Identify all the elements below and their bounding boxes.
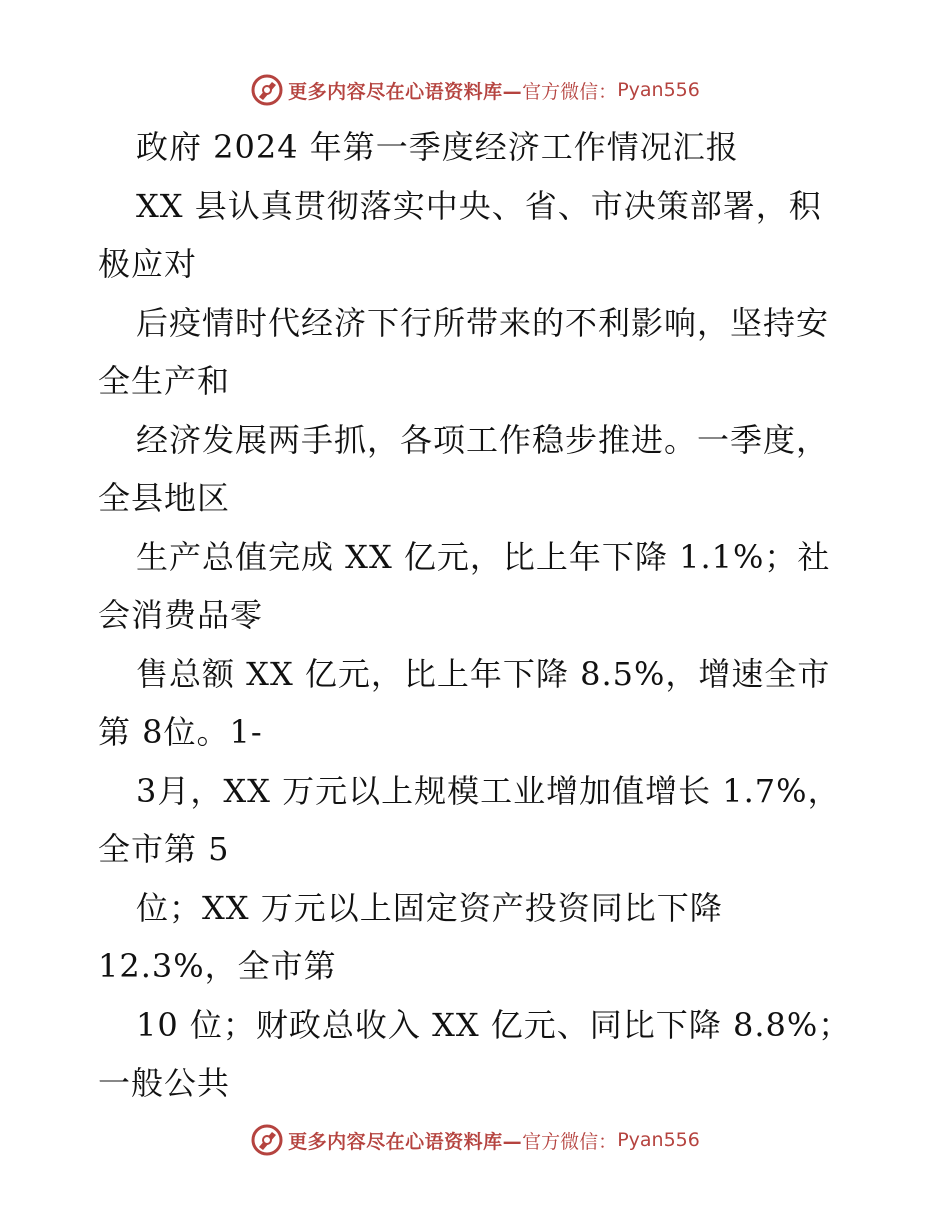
banner-slogan: 更多内容尽在心语资料库— [288, 80, 523, 103]
paragraph-line: 12.3%，全市第 [98, 947, 337, 985]
paragraph-line: 3月，XX 万元以上规模工业增加值增长 1.7%， [136, 771, 841, 810]
paragraph-line: 生产总值完成 XX 亿元，比上年下降 1.1%；社 [136, 537, 831, 576]
document-title: 政府 2024 年第一季度经济工作情况汇报 [136, 128, 739, 166]
paragraph-line: 全市第 5 [98, 830, 230, 868]
paragraph-line: 全生产和 [98, 362, 231, 400]
paragraph-line: 售总额 XX 亿元，比上年下降 8.5%，增速全市 [136, 654, 831, 693]
paragraph-line: 一般公共 [98, 1064, 231, 1102]
paragraph-line: 后疫情时代经济下行所带来的不利影响，坚持安 [136, 303, 830, 342]
banner-wechat-label: 官方微信： [522, 1130, 618, 1153]
header-watermark-banner [0, 70, 950, 110]
footer-watermark-banner [0, 1120, 950, 1160]
paragraph-line: 10 位；财政总收入 XX 亿元、同比下降 8.8%； [136, 1005, 852, 1044]
paragraph-line: 经济发展两手抓，各项工作稳步推进。一季度， [136, 420, 830, 459]
paragraph-line: XX 县认真贯彻落实中央、省、市决策部署，积 [136, 186, 822, 225]
brand-logo-icon [250, 73, 284, 107]
banner-slogan: 更多内容尽在心语资料库— [288, 1130, 523, 1153]
brand-logo-icon [250, 1123, 284, 1157]
paragraph-line: 极应对 [98, 245, 198, 283]
banner-wechat-label: 官方微信： [522, 80, 618, 103]
paragraph-line: 会消费品零 [98, 596, 264, 634]
paragraph-line: 全县地区 [98, 479, 231, 517]
document-body [98, 118, 858, 1113]
banner-wechat-id: Pyan556 [617, 79, 700, 101]
paragraph-line: 第 8位。1- [98, 713, 263, 751]
paragraph-line: 位；XX 万元以上固定资产投资同比下降 [136, 888, 723, 927]
banner-wechat-id: Pyan556 [617, 1129, 700, 1151]
